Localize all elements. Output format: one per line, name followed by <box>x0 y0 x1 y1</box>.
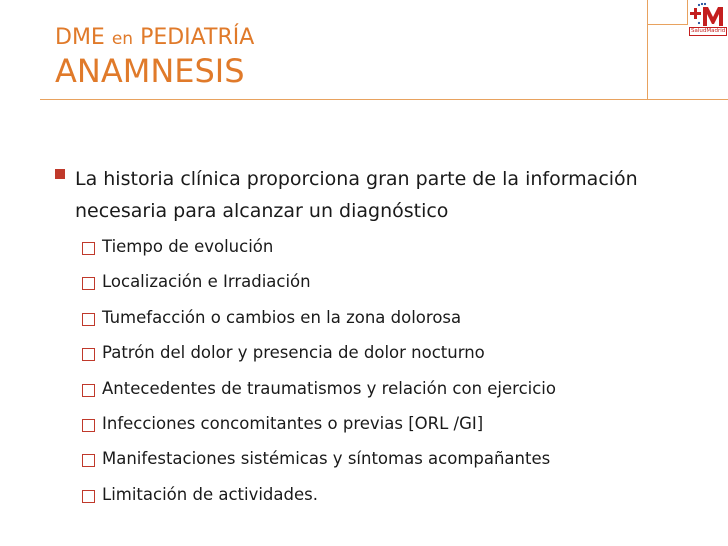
list-item-text: Infecciones concomitantes o previas [ORL /GI] <box>102 413 484 433</box>
list-item-text: Tumefacción o cambios en la zona dolorosa <box>102 307 462 327</box>
corner-frame <box>647 0 688 25</box>
title-prefix: DME <box>55 25 105 50</box>
list-item-text: Tiempo de evolución <box>102 237 274 256</box>
slide-title <box>55 25 254 52</box>
list-item <box>82 448 722 483</box>
logo-caption: SaludMadrid <box>691 28 726 34</box>
list-item <box>82 413 722 448</box>
sub-bullet-list <box>82 236 722 519</box>
hollow-square-bullet-icon <box>82 242 95 255</box>
list-item <box>82 236 722 271</box>
hollow-square-bullet-icon <box>82 277 95 290</box>
list-item-text: Patrón del dolor y presencia de dolor nocturno <box>102 343 485 363</box>
hollow-square-bullet-icon <box>82 419 95 432</box>
list-item <box>82 342 722 377</box>
list-item-text: Limitación de actividades. <box>102 484 318 504</box>
title-mid: en <box>111 29 134 49</box>
horizontal-rule <box>40 99 728 100</box>
list-item <box>82 271 722 306</box>
hollow-square-bullet-icon <box>82 384 95 397</box>
hollow-square-bullet-icon <box>82 313 95 326</box>
list-item-text: Antecedentes de traumatismos y relación con ejercicio <box>102 378 556 398</box>
slide-subtitle: ANAMNESIS <box>55 52 245 90</box>
main-bullet-text: La historia clínica proporciona gran parte de la información necesaria para alcanzar un diagnóstico <box>75 168 638 222</box>
list-item <box>82 484 722 519</box>
title-suffix: PEDIATRÍA <box>140 25 255 50</box>
square-bullet-icon <box>55 169 65 179</box>
hollow-square-bullet-icon <box>82 348 95 361</box>
list-item-text: Manifestaciones sistémicas y síntomas acompañantes <box>102 449 551 469</box>
list-item <box>82 307 722 342</box>
hollow-square-bullet-icon <box>82 454 95 467</box>
vertical-rule <box>647 0 648 100</box>
hollow-square-bullet-icon <box>82 490 95 503</box>
list-item-text: Localización e Irradiación <box>102 272 311 292</box>
list-item <box>82 378 722 413</box>
